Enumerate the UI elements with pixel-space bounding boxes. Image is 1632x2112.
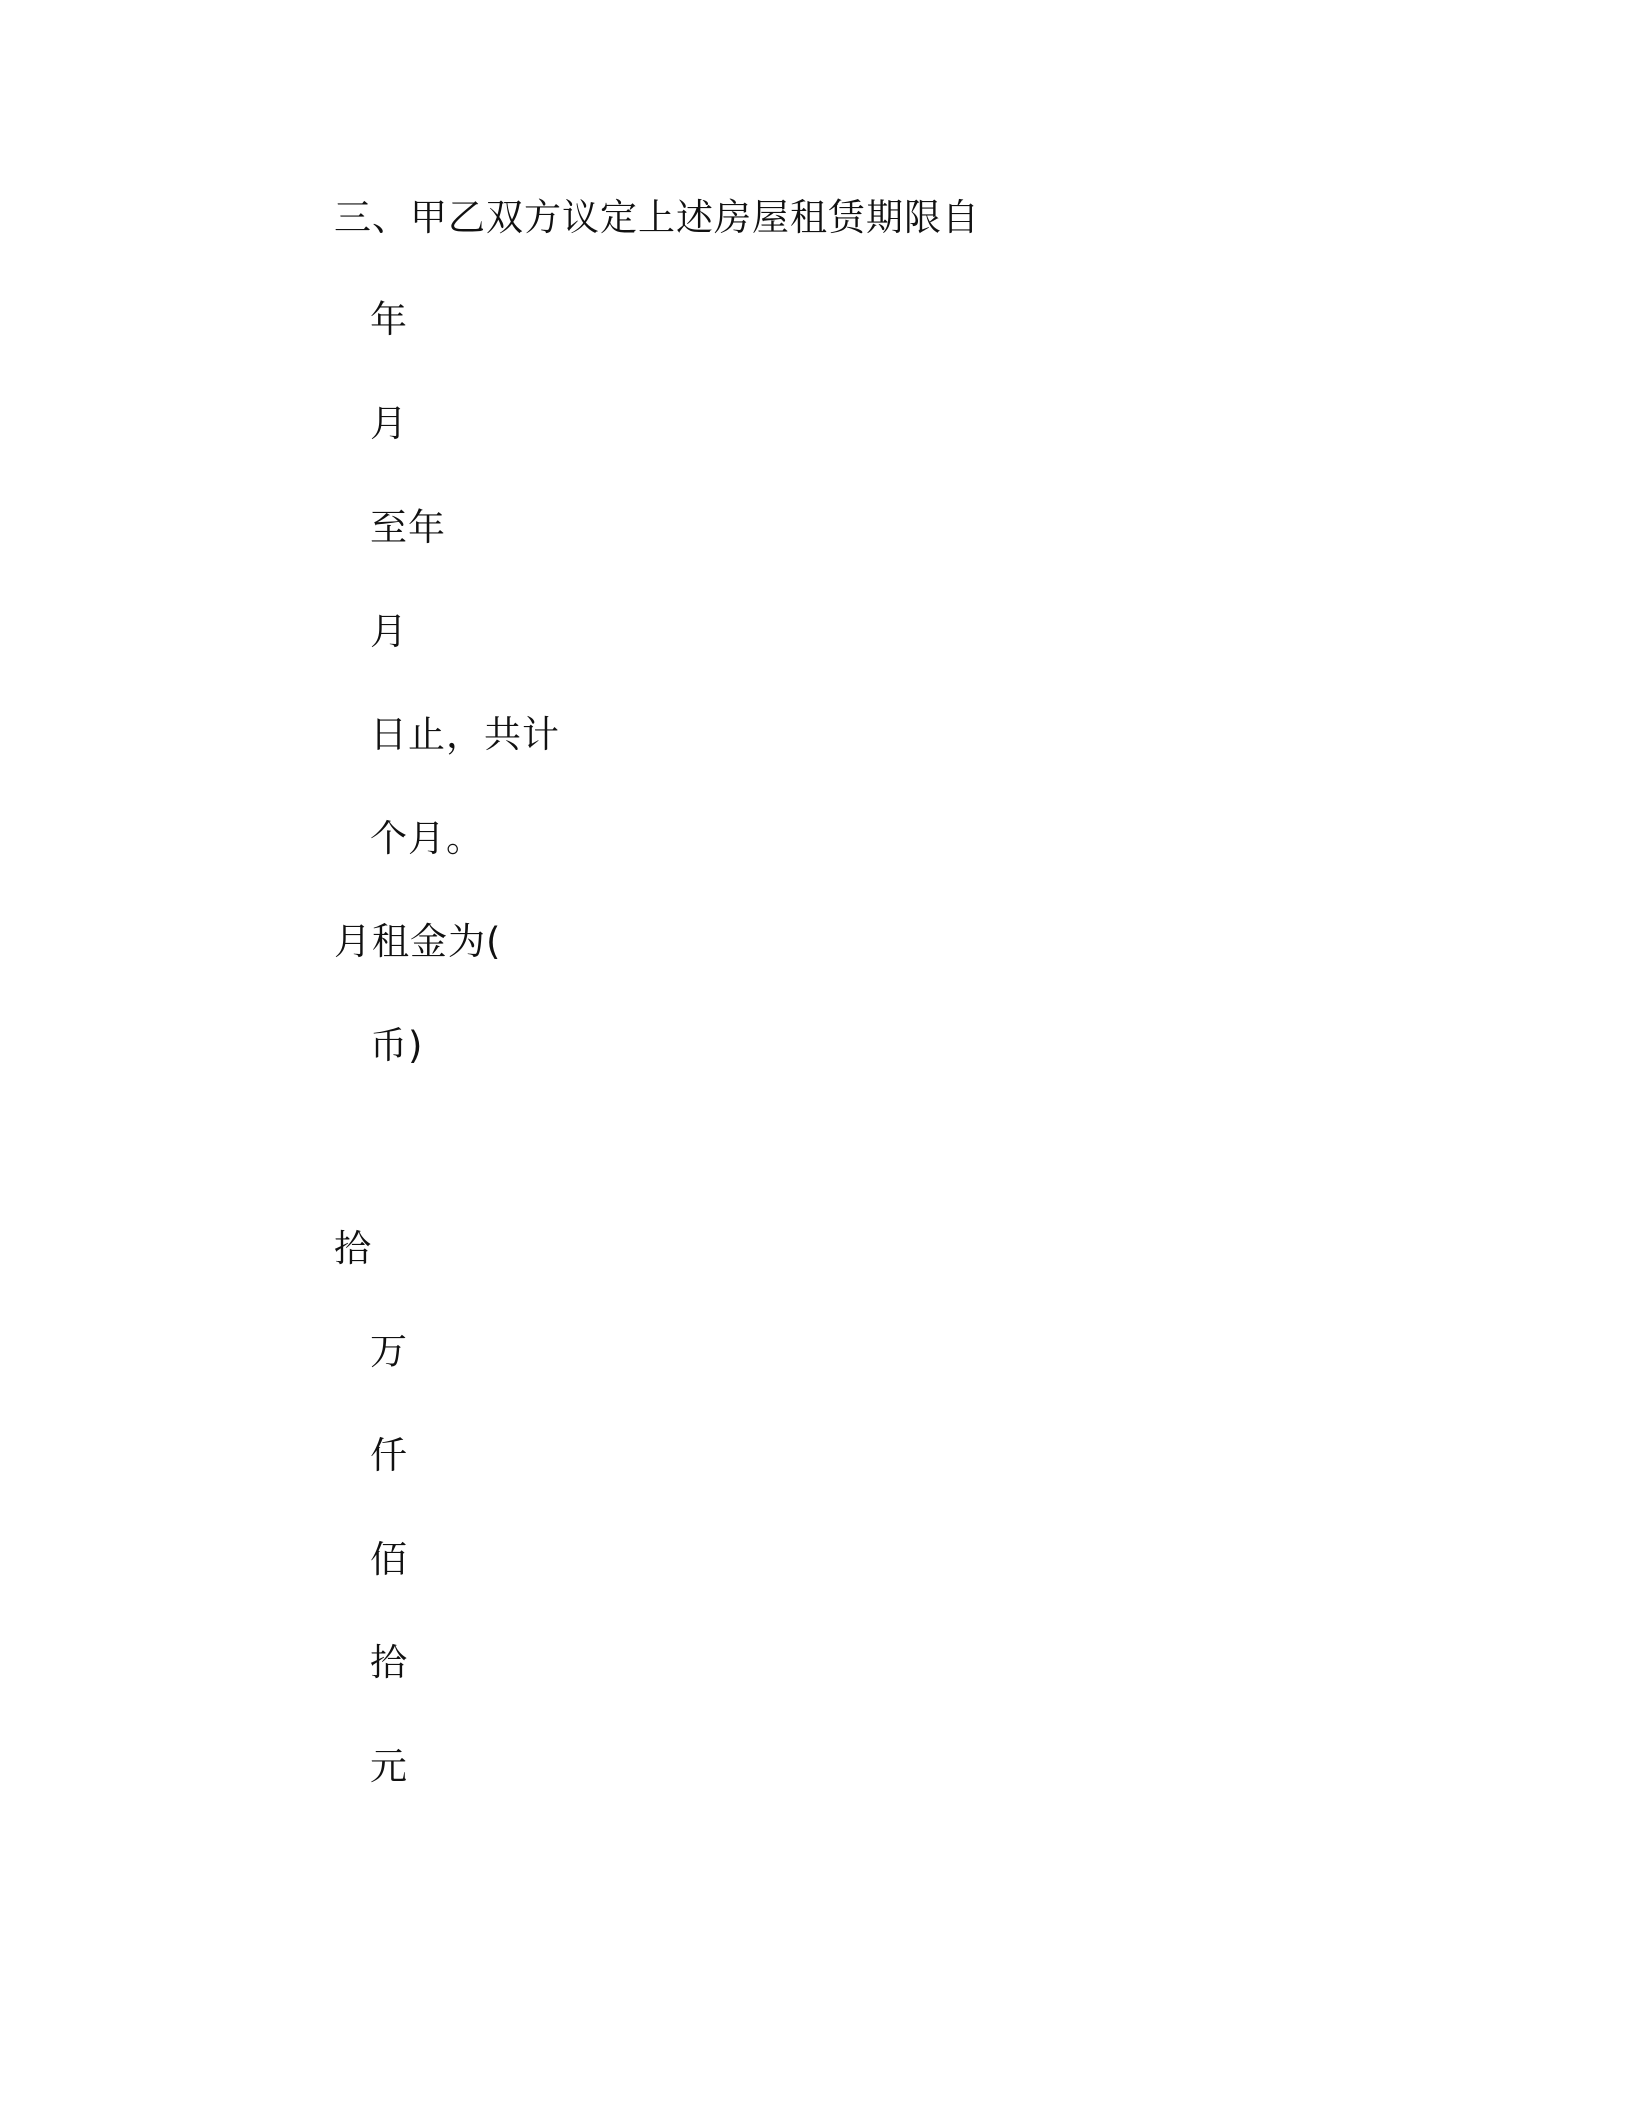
amount-yuan-label: 元 bbox=[370, 1745, 408, 1788]
year-blank-label: 年 bbox=[370, 298, 408, 341]
end-day-total-label: 日止，共计 bbox=[370, 713, 560, 756]
amount-thousands-label: 仟 bbox=[370, 1434, 408, 1477]
amount-ten-thousand-tens-label: 拾 bbox=[334, 1227, 372, 1270]
amount-tens-label: 拾 bbox=[370, 1641, 408, 1684]
months-count-label: 个月。 bbox=[370, 817, 484, 860]
end-month-label: 月 bbox=[370, 610, 408, 653]
month-blank-label: 月 bbox=[370, 402, 408, 445]
clause-three-heading: 三、甲乙双方议定上述房屋租赁期限自 bbox=[334, 196, 980, 239]
amount-ten-thousands-label: 万 bbox=[370, 1330, 408, 1373]
amount-hundreds-label: 佰 bbox=[370, 1538, 408, 1581]
monthly-rent-label: 月租金为( bbox=[334, 920, 502, 963]
currency-label: 币) bbox=[370, 1024, 424, 1067]
to-year-label: 至年 bbox=[370, 506, 446, 549]
